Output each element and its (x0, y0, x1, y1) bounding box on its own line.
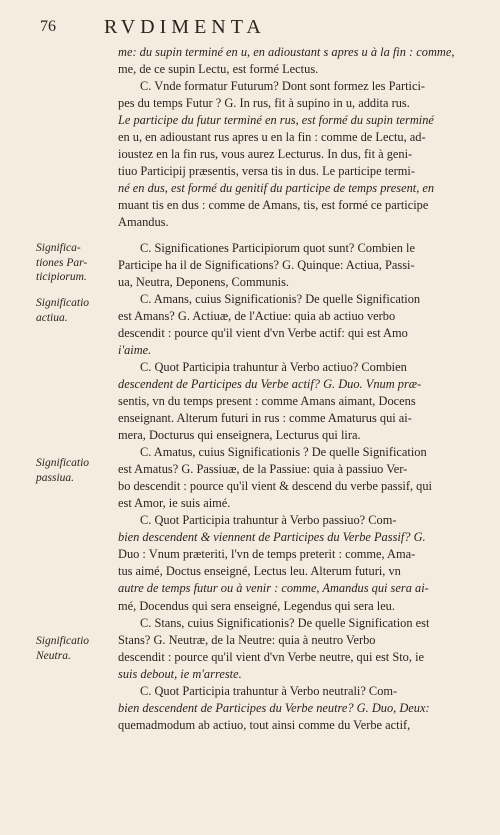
text-line: C. Vnde formatur Futurum? Dont sont formez les Partici- (140, 79, 426, 94)
text-line: C. Stans, cuius Significationis? De quelle Signification est (140, 615, 430, 630)
text-line: descendit : pource qu'il vient d'vn Verbe actif: qui est Amo (118, 325, 408, 340)
text-line: mera, Docturus qui enseignera, Lecturus qui lira. (118, 428, 361, 443)
text-line: mé, Docendus qui sera enseigné, Legendus qui sera leu. (118, 598, 395, 613)
text-line: bien descendent & viennent de Participes du Verbe Passif? G. (118, 530, 426, 545)
text-line: me, de ce supin Lectu, est formé Lectus. (118, 62, 319, 77)
margin-note-neutral: Significatio Neutra. (36, 635, 90, 662)
text-line: bien descendent de Participes du Verbe neutre? G. Duo, Deux: (118, 700, 430, 715)
text-line: Le participe du futur terminé en rus, est formé du supin terminé (118, 113, 434, 128)
text-line: suis debout, ie m'arreste. (118, 666, 242, 681)
text-line: tiuo Participij præsentis, versa tis in dus. Le participe termi- (118, 164, 415, 179)
text-line: né en dus, est formé du genitif du participe de temps present, en (118, 181, 435, 196)
text-line: est Amans? G. Actiuæ, de l'Actiue: quia ab actiuo verbo (118, 308, 396, 323)
text-line: Stans? G. Neutræ, de la Neutre: quia à neutro Verbo (118, 632, 376, 647)
text-line: muant tis en dus : comme de Amans, tis, est formé ce participe (118, 198, 429, 213)
text-line: C. Amans, cuius Significationis? De quelle Signification (140, 291, 421, 306)
margin-note-active: Significatio actiua. (36, 297, 90, 324)
text-line: descendit : pource qu'il vient d'vn Verbe neutre, qui est Sto, ie (118, 649, 425, 664)
text-line: i'aime. (118, 342, 152, 357)
text-line: est Amatus? G. Passiuæ, de la Passiue: quia à passiuo Ver- (118, 462, 408, 477)
text-line: C. Significationes Participiorum quot sunt? Combien le (140, 240, 415, 255)
text-line: Amandus. (118, 215, 169, 230)
text-line: C. Quot Participia trahuntur à Verbo passiuo? Com- (140, 513, 397, 528)
text-line: autre de temps futur ou à venir : comme, Amandus qui sera ai- (118, 581, 429, 596)
text-line: Duo : Vnum præteriti, l'vn de temps preterit : comme, Ama- (118, 547, 416, 562)
text-line: enseignant. Alterum futuri in rus : comme Amaturus qui ai- (118, 410, 412, 425)
page-header (0, 16, 500, 42)
text-line: C. Quot Participia trahuntur à Verbo neutrali? Com- (140, 683, 398, 698)
margin-note-participles: Significa- tiones Par- ticipiorum. (36, 242, 88, 283)
text-line: ua, Neutra, Deponens, Communis. (118, 274, 290, 289)
text-line: est Amor, ie suis aimé. (118, 496, 231, 511)
text-line: bo descendit : pource qu'il vient & descend du verbe passif, qui (118, 479, 432, 494)
page-body (118, 44, 478, 734)
margin-note-passive: Significatio passiua. (36, 457, 90, 484)
text-line: sentis, vn du temps present : comme Amans aimant, Docens (118, 393, 416, 408)
page-number: 76 (40, 18, 56, 35)
text-line: Participe ha il de Significations? G. Quinque: Actiua, Passi- (118, 257, 415, 272)
text-line: en u, en adioustant rus apres u en la fin : comme de Lectu, ad- (118, 130, 426, 145)
text-line: tus aimé, Doctus enseigné, Lectus leu. Alterum futuri, vn (118, 564, 401, 579)
text-line: descendent de Participes du Verbe actif? G. Duo. Vnum præ- (118, 376, 422, 391)
text-line: ioustez en la fin rus, vous aurez Lecturus. In dus, fit à geni- (118, 147, 413, 162)
running-title: RVDIMENTA (104, 16, 266, 38)
text-line: me: du supin terminé en u, en adioustant s apres u à la fin : comme, (118, 45, 455, 59)
text-line: quemadmodum ab actiuo, tout ainsi comme du Verbe actif, (118, 717, 411, 732)
text-line: C. Amatus, cuius Significationis ? De quelle Signification (140, 445, 427, 460)
text-line: pes du temps Futur ? G. In rus, fit à supino in u, addita rus. (118, 96, 410, 111)
text-line: C. Quot Participia trahuntur à Verbo actiuo? Combien (140, 359, 407, 374)
